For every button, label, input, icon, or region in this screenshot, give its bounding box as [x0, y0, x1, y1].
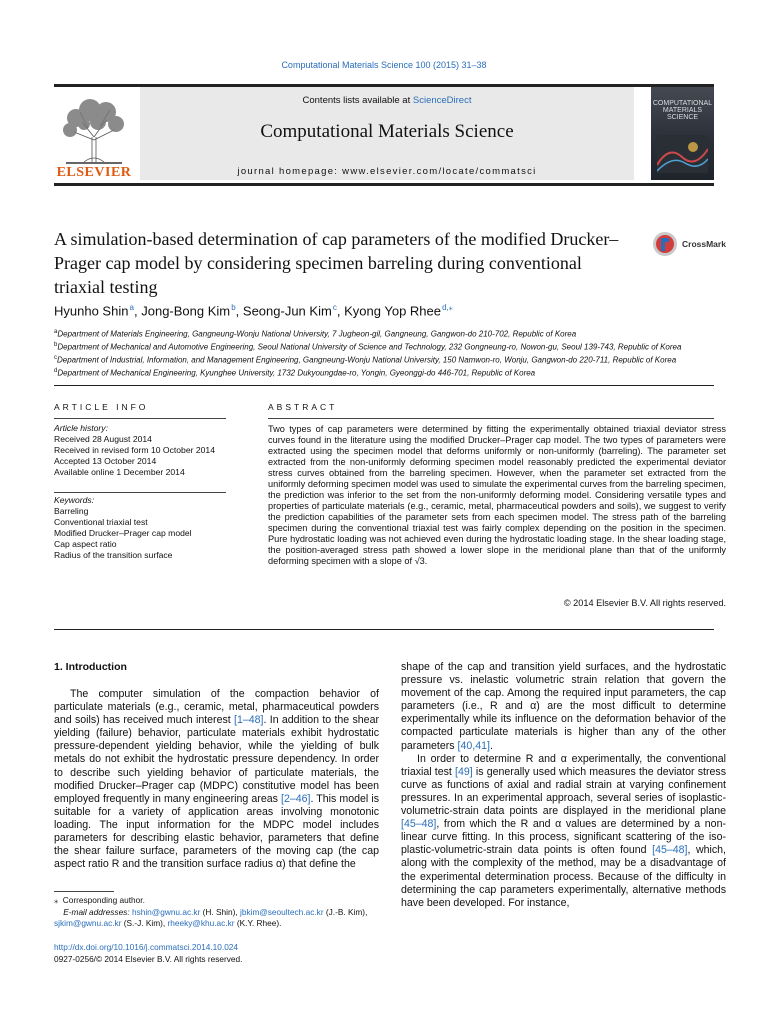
corresponding-line: [54, 895, 384, 907]
footnote-rule: [54, 891, 114, 892]
elsevier-wordmark: ELSEVIER: [56, 165, 132, 180]
affiliation-text: Department of Materials Engineering, Gangneung-Wonju National University, 7 Jugheon-gil, Gangneung, Gangwon-do 210-702, Republic of Korea: [57, 329, 577, 339]
keywords: [54, 495, 254, 561]
corresponding-author-footnote: [54, 895, 384, 930]
history-item: Available online 1 December 2014: [54, 467, 185, 477]
affiliation-marker: a: [54, 329, 58, 335]
affiliation-text: Department of Mechanical and Automotive Engineering, Seoul National University of Science and Technology, 232 Gongneung-ro, Nowon-gu, Seoul 139-743, Republic of Korea: [57, 342, 682, 352]
article-info-column-rule: [54, 418, 226, 419]
text-run: is generally used which measures the deviator stress curve as functions of axial and radial strain at varying confinement pressures. In an experimental approach, several series of isoplastic-volumetric-strain data points are displayed in the meridional plane: [401, 765, 726, 818]
contents-prefix: Contents lists available at: [302, 95, 413, 106]
affiliation-text: Department of Industrial, Information, and Management Engineering, Gangneung-Wonju National University, 150 Namwon-ro, Wonju, Gangwon-do 220-711, Republic of Korea: [57, 355, 677, 365]
keyword: Modified Drucker–Prager cap model: [54, 528, 192, 538]
article-history: [54, 423, 254, 478]
text-run: The computer simulation of the compaction behavior of particulate materials (e.g., ceramic, metal, pharmaceutical powders and soils) has received much interest: [54, 688, 379, 727]
email-line: [54, 907, 384, 919]
article-info-heading: ARTICLE INFO: [54, 402, 149, 412]
history-item: Received in revised form 10 October 2014: [54, 445, 215, 455]
cover-artwork: [657, 135, 708, 173]
text-run: . This model is suitable for a variety of application areas involving monotonic loading. The input information for the MDPC model includes parameters for describing elastic behavior, parameters that define the shear failure surface, parameters of the moving cap (the cap aspect ratio R and the transition surface radius α) that define the: [54, 792, 379, 871]
crossmark-label: CrossMark: [682, 239, 726, 249]
keyword: Conventional triaxial test: [54, 517, 148, 527]
email-line: [54, 918, 384, 930]
text-run: , from which the R and α values are determined by a non-linear curve fitting. In this process, significant scattering of the iso-plastic-volumetric-strain data points is often found: [401, 818, 726, 857]
body-left-column: [54, 688, 379, 871]
abstract-text: Two types of cap parameters were determined by fitting the experimentally obtained triaxial deviator stress curves found in the literature using the modified Drucker–Prager cap model. The two types of parameters were extracted using the specimen model that deforms uniformly or non-uniformly (barreling). The parameter set extracted from the non-uniformly deforming specimen model reasonably predicted the experimental deviator stress curves obtained from the barreling specimen. However, when the parameter set extracted from the uniformly deforming specimen model was used to simulate the experimental curves from the barreling specimen, the prediction was inferior to the set from the non-uniformly deforming model. Considering versatile types and properties of particulate materials (e.g., ceramic, metal, pharmaceutical powders and soils), we suggest to verify the prediction capabilities of the parameter sets from each specimen model. The stress path of the barreling specimen during the conventional triaxial test was fairly complex depending on the position in the specimen. Pure hydrostatic loading was not achieved even during the hydrostatic loading stage. In the shear loading stage, the position-averaged stress path showed a lower slope in the meridional plane than that of the uniformly deforming specimen with a slope of √3.: [268, 424, 726, 566]
author-name[interactable]: Hyunho Shin: [54, 303, 129, 319]
journal-name: Computational Materials Science: [260, 121, 514, 142]
body-top-rule: [54, 629, 714, 630]
keyword: Barreling: [54, 506, 89, 516]
affiliation: [54, 366, 744, 379]
keywords-rule: [54, 492, 226, 493]
journal-homepage[interactable]: journal homepage: www.elsevier.com/locate/commatsci: [237, 166, 537, 177]
email-link[interactable]: jbkim@seoultech.ac.kr: [240, 906, 324, 917]
text-run: , which, along with the complexity of the method, may be a disadvantage of the experimental determination process. Because of the difficulty in determining the cap parameters experimentally, alternative methods have been developed. For instance,: [401, 844, 726, 909]
reference-link[interactable]: [40,41]: [457, 739, 490, 752]
author-affiliation-marker[interactable]: b: [231, 303, 236, 312]
email-owner: (J.-B. Kim),: [323, 906, 368, 917]
article-info-rule: [54, 385, 714, 386]
author-affiliation-marker[interactable]: a: [129, 303, 134, 312]
keyword: Radius of the transition surface: [54, 550, 173, 560]
email-link[interactable]: rheeky@khu.ac.kr: [167, 918, 235, 928]
email-owner: (K.Y. Rhee).: [234, 918, 282, 928]
author-list: Hyunho Shin $^a$, Jong-Bong Kim $^b$, Seong-Jun Kim $^c$, Kyong Yop Rhee $^{d,⁎}$: [54, 303, 453, 319]
text-run: .: [489, 739, 493, 752]
reference-link[interactable]: [2–46]: [281, 792, 311, 805]
footnote-marker: ⁎: [54, 895, 59, 905]
reference-link[interactable]: [1–48]: [234, 714, 264, 727]
affiliation-text: Department of Mechanical Engineering, Kyunghee University, 1732 Dukyoungdae-ro, Yongin, Gyeonggi-do 446-701, Republic of Korea: [57, 368, 536, 378]
article-title: A simulation-based determination of cap parameters of the modified Drucker–Prager cap model by considering specimen barreling during conventional triaxial testing: [54, 229, 619, 297]
affiliation: [54, 353, 744, 366]
keywords-label: Keywords:: [54, 495, 95, 505]
affiliation: [54, 340, 744, 353]
author-affiliation-marker[interactable]: d,⁎: [442, 303, 453, 312]
text-run: shape of the cap and transition yield surfaces, and the hydrostatic pressure vs. inelastic volumetric strain relation that govern the movement of the cap. Among the required input parameters, the cap parameters (i.e., R and α) are the most difficult to determine experimentally while its influence on the deformation behavior of the compacted particulate materials is higher than any of the other parameters: [401, 661, 726, 752]
author-name[interactable]: Jong-Bong Kim: [141, 303, 231, 319]
text-run: . In addition to the shear yielding (failure) behavior, particulate materials exhibit hydrostatic pressure-dependent yielding behavior, while the yielding of bulk metals do not exhibit the hydrostatic pressure dependency. In order to describe such yielding behavior of particulate materials, the modified Drucker–Prager cap (MDPC) constitutive model has been employed frequently in many engineering areas: [54, 714, 379, 805]
affiliation-marker: c: [54, 355, 57, 362]
affiliation: [54, 327, 744, 340]
doi-link[interactable]: http://dx.doi.org/10.1016/j.commatsci.2014.10.024: [54, 942, 239, 952]
abstract-column-rule: [268, 418, 714, 419]
paragraph: [54, 688, 379, 871]
journal-cover-thumbnail[interactable]: [651, 87, 714, 180]
text-run: In order to determine R and α experimentally, the conventional triaxial test: [401, 752, 726, 778]
email-link[interactable]: hshin@gwnu.ac.kr: [131, 906, 201, 917]
keyword: Cap aspect ratio: [54, 539, 117, 549]
cover-title: COMPUTATIONAL MATERIALS SCIENCE: [652, 100, 713, 121]
journal-citation[interactable]: Computational Materials Science 100 (2015) 31–38: [281, 60, 487, 70]
reference-link[interactable]: [45–48]: [401, 818, 437, 831]
paragraph: [401, 753, 726, 910]
reference-link[interactable]: [49]: [455, 765, 473, 778]
author-name[interactable]: Seong-Jun Kim: [242, 303, 332, 319]
email-label: E-mail addresses:: [63, 906, 130, 917]
author-affiliation-marker[interactable]: c: [332, 303, 337, 312]
crossmark-badge[interactable]: [652, 229, 732, 259]
body-right-column: [401, 661, 726, 910]
abstract-copyright: © 2014 Elsevier B.V. All rights reserved.: [563, 598, 726, 608]
email-link[interactable]: sjkim@gwnu.ac.kr: [54, 918, 122, 928]
issn-line: 0927-0256/© 2014 Elsevier B.V. All rights reserved.: [54, 954, 243, 964]
abstract-heading: ABSTRACT: [268, 402, 338, 412]
affiliation-marker: d: [54, 368, 58, 375]
author-name[interactable]: Kyong Yop Rhee: [344, 303, 441, 319]
affiliation-marker: b: [54, 342, 58, 349]
sciencedirect-link[interactable]: ScienceDirect: [412, 95, 472, 106]
contents-available-line: [140, 95, 634, 106]
history-item: Accepted 13 October 2014: [54, 456, 157, 466]
paragraph: [401, 661, 726, 753]
history-item: Received 28 August 2014: [54, 434, 152, 444]
crossmark-icon: [652, 229, 678, 259]
email-owner: (H. Shin),: [200, 906, 240, 917]
corresponding-label: Corresponding author.: [62, 895, 145, 905]
affiliation-list: [54, 327, 744, 379]
history-label: Article history:: [54, 423, 108, 433]
email-owner: (S.-J. Kim),: [121, 918, 168, 928]
reference-link[interactable]: [45–48]: [652, 844, 688, 857]
section-heading: 1. Introduction: [54, 661, 127, 673]
masthead-bottom-rule: [54, 183, 714, 186]
